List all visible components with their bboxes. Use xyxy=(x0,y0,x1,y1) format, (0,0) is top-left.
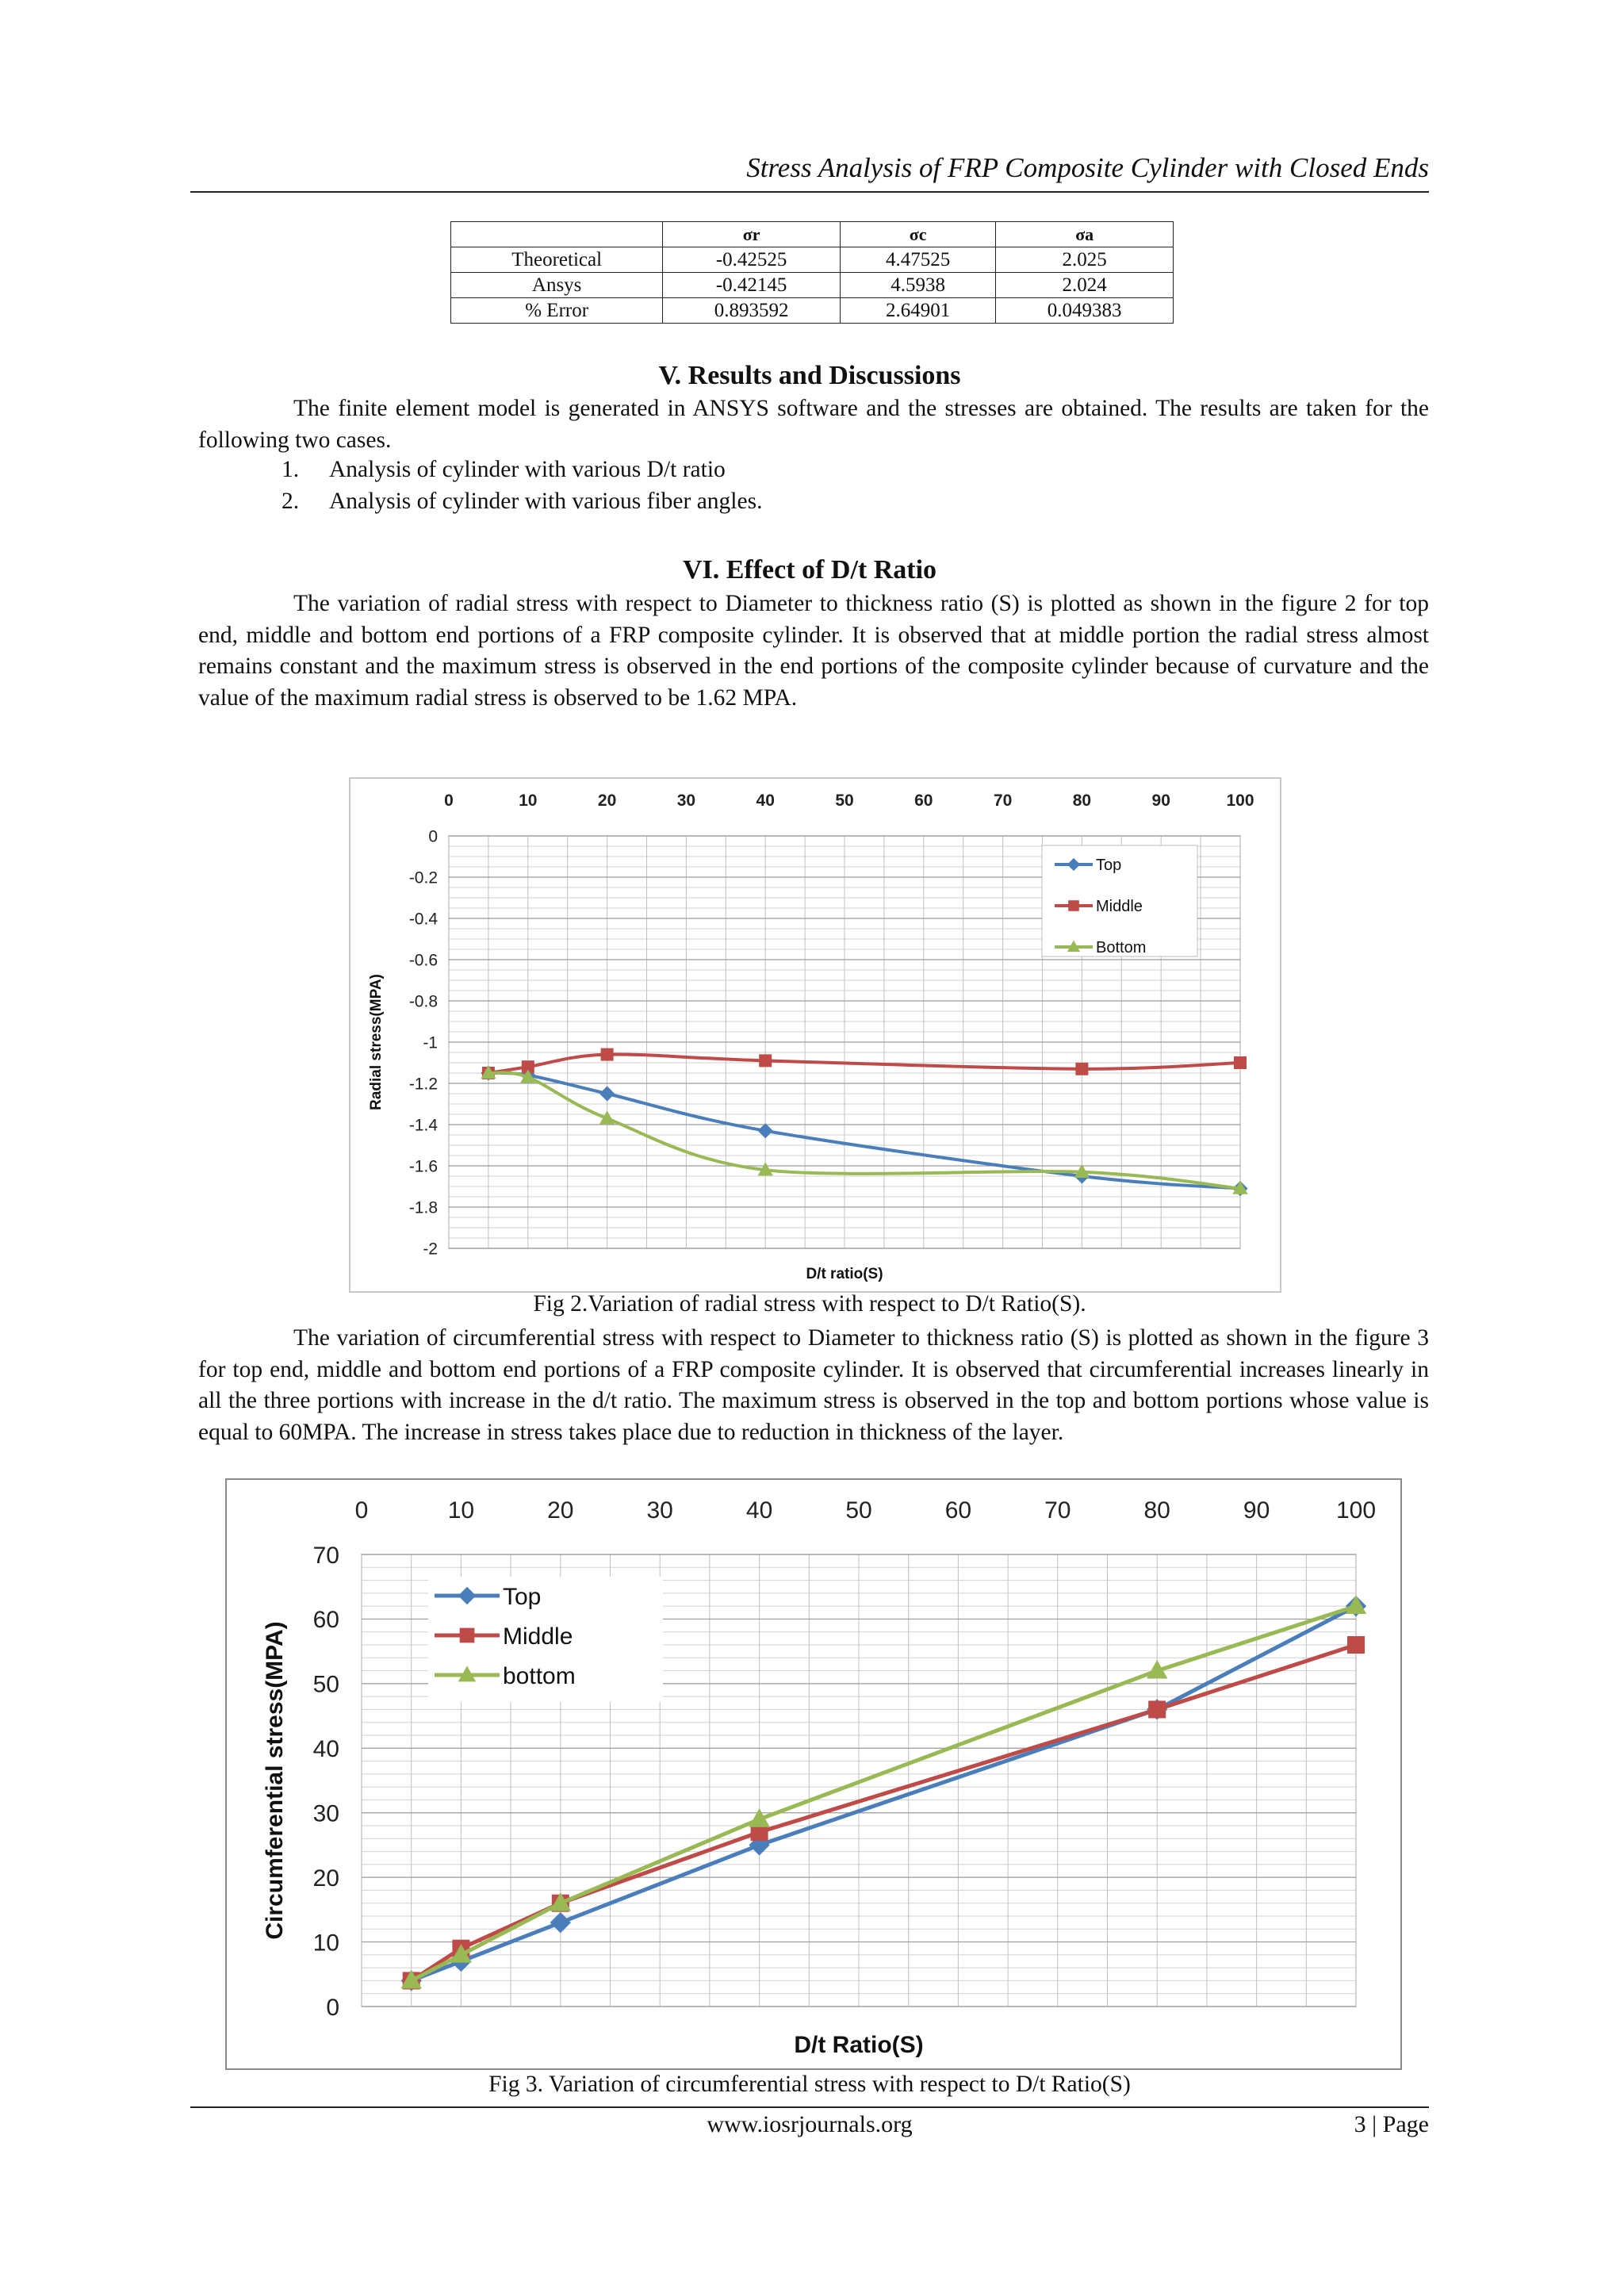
x-tick-label: 30 xyxy=(646,1497,673,1524)
x-axis-label: D/t ratio(S) xyxy=(806,1266,883,1282)
table-cell: 0.049383 xyxy=(996,298,1174,324)
x-tick-label: 90 xyxy=(1151,792,1170,810)
y-tick-label: -1 xyxy=(423,1033,438,1052)
legend-label: bottom xyxy=(503,1662,576,1689)
data-point xyxy=(460,1628,475,1643)
x-tick-label: 50 xyxy=(835,792,854,810)
x-tick-label: 60 xyxy=(914,792,933,810)
y-tick-label: -0.4 xyxy=(408,910,438,929)
y-tick-label: -0.6 xyxy=(408,951,438,970)
table-header-cell: σa xyxy=(996,222,1174,247)
y-tick-label: -1.2 xyxy=(408,1075,438,1094)
legend-label: Bottom xyxy=(1096,939,1147,957)
data-point xyxy=(1234,1056,1247,1069)
x-axis-label: D/t Ratio(S) xyxy=(794,2032,924,2058)
footer-page-number: 3 | Page xyxy=(1354,2111,1429,2137)
y-tick-label: -0.2 xyxy=(408,868,438,887)
list-text: Analysis of cylinder with various fiber angles. xyxy=(329,489,763,514)
results-paragraph: The finite element model is generated in ANSYS software and the stresses are obtained. The results are taken for the following two cases. xyxy=(198,396,1429,453)
x-tick-label: 60 xyxy=(944,1497,972,1524)
y-tick-label: 60 xyxy=(312,1607,339,1634)
table-cell: 2.024 xyxy=(996,273,1174,298)
comparison-table xyxy=(450,221,1174,324)
legend-label: Middle xyxy=(503,1623,573,1650)
x-tick-label: 70 xyxy=(993,792,1013,810)
circumferential-stress-chart xyxy=(225,1478,1402,2070)
y-tick-label: -0.8 xyxy=(408,992,438,1011)
table-cell: 4.47525 xyxy=(840,247,995,273)
data-point xyxy=(601,1048,614,1061)
y-tick-label: 10 xyxy=(312,1930,339,1957)
figure-caption: Fig 2.Variation of radial stress with respect to D/t Ratio(S). xyxy=(533,1291,1086,1317)
radial-stress-chart xyxy=(349,777,1281,1293)
x-tick-label: 0 xyxy=(444,792,454,810)
list-number: 1. xyxy=(282,457,300,482)
x-tick-label: 30 xyxy=(676,792,696,810)
radial-stress-paragraph: The variation of radial stress with respect to Diameter to thickness ratio (S) is plotted as shown in the figure 2 for top end, middle and bottom end portions of a FRP composite cylinder. It is observed that at middle portion the radial stress almost remains constant and the maximum stress is observed in the end portions of the composite cylinder because of curvature and the value of the maximum radial stress is observed to be 1.62 MPA. xyxy=(198,591,1429,711)
x-tick-label: 10 xyxy=(519,792,538,810)
x-tick-label: 50 xyxy=(845,1497,872,1524)
list-number: 2. xyxy=(282,489,300,514)
table-cell: -0.42145 xyxy=(663,273,841,298)
y-tick-label: -1.4 xyxy=(408,1116,438,1135)
x-tick-label: 20 xyxy=(597,792,617,810)
y-axis-label: Radial stress(MPA) xyxy=(368,974,385,1110)
y-tick-label: -1.6 xyxy=(408,1157,438,1176)
x-tick-label: 80 xyxy=(1143,1497,1170,1524)
x-tick-label: 40 xyxy=(756,792,775,810)
legend-label: Top xyxy=(1096,857,1122,875)
section-heading: V. Results and Discussions xyxy=(658,361,961,390)
data-point xyxy=(1075,1063,1088,1075)
table-header-cell: σc xyxy=(840,222,995,247)
data-point xyxy=(1347,1636,1365,1654)
x-tick-label: 90 xyxy=(1243,1497,1270,1524)
legend-label: Middle xyxy=(1096,898,1143,916)
x-tick-label: 100 xyxy=(1335,1497,1377,1524)
y-axis-label: Circumferential stress(MPA) xyxy=(262,1621,288,1940)
table-cell: % Error xyxy=(451,298,663,324)
circumferential-stress-paragraph: The variation of circumferential stress with respect to Diameter to thickness ratio (S) is plotted as shown in the figure 3 for top end, middle and bottom end portions of a FRP composite cylinder. It is observed that circumferential increases linearly in all the three portions with increase in the d/t ratio. The maximum stress is observed in the top and bottom portions whose value is equal to 60MPA. The increase in stress takes place due to reduction in thickness of the layer. xyxy=(198,1325,1429,1445)
circumferential-stress-chart-svg xyxy=(225,1478,1402,2070)
x-tick-label: 20 xyxy=(547,1497,574,1524)
y-tick-label: 50 xyxy=(312,1671,339,1698)
table-cell: Ansys xyxy=(451,273,663,298)
table-cell: 2.025 xyxy=(996,247,1174,273)
x-tick-label: 80 xyxy=(1072,792,1092,810)
footer-rule xyxy=(190,2106,1429,2108)
section-heading: VI. Effect of D/t Ratio xyxy=(682,555,937,585)
table-cell: 4.5938 xyxy=(840,273,995,298)
figure-caption: Fig 3. Variation of circumferential stress with respect to D/t Ratio(S) xyxy=(488,2072,1131,2097)
x-tick-label: 70 xyxy=(1044,1497,1071,1524)
y-tick-label: 0 xyxy=(326,1994,339,2021)
table-row xyxy=(451,273,1174,298)
list-text: Analysis of cylinder with various D/t ratio xyxy=(329,457,726,482)
table-header-row xyxy=(451,222,1174,247)
data-point xyxy=(1148,1700,1166,1718)
y-tick-label: 20 xyxy=(312,1865,339,1892)
table-row xyxy=(451,247,1174,273)
x-tick-label: 0 xyxy=(354,1497,369,1524)
table-cell: -0.42525 xyxy=(663,247,841,273)
page-header-title: Stress Analysis of FRP Composite Cylinder with Closed Ends xyxy=(746,152,1429,183)
legend-label: Top xyxy=(503,1583,542,1610)
y-tick-label: -1.8 xyxy=(408,1198,438,1217)
table-cell: 2.64901 xyxy=(840,298,995,324)
x-tick-label: 10 xyxy=(447,1497,475,1524)
x-tick-label: 40 xyxy=(745,1497,773,1524)
y-tick-label: 30 xyxy=(312,1800,339,1827)
y-tick-label: 70 xyxy=(312,1542,339,1569)
y-tick-label: -2 xyxy=(423,1240,438,1259)
radial-stress-chart-svg xyxy=(349,777,1281,1293)
table-header-cell: σr xyxy=(663,222,841,247)
data-point xyxy=(1068,900,1079,911)
table-header-cell xyxy=(451,222,663,247)
data-point xyxy=(759,1054,772,1067)
header-rule xyxy=(190,191,1429,193)
footer-url: www.iosrjournals.org xyxy=(707,2111,913,2137)
table-cell: Theoretical xyxy=(451,247,663,273)
x-tick-label: 100 xyxy=(1226,792,1254,810)
y-tick-label: 40 xyxy=(312,1736,339,1763)
table-row xyxy=(451,298,1174,324)
table-cell: 0.893592 xyxy=(663,298,841,324)
y-tick-label: 0 xyxy=(428,827,438,846)
